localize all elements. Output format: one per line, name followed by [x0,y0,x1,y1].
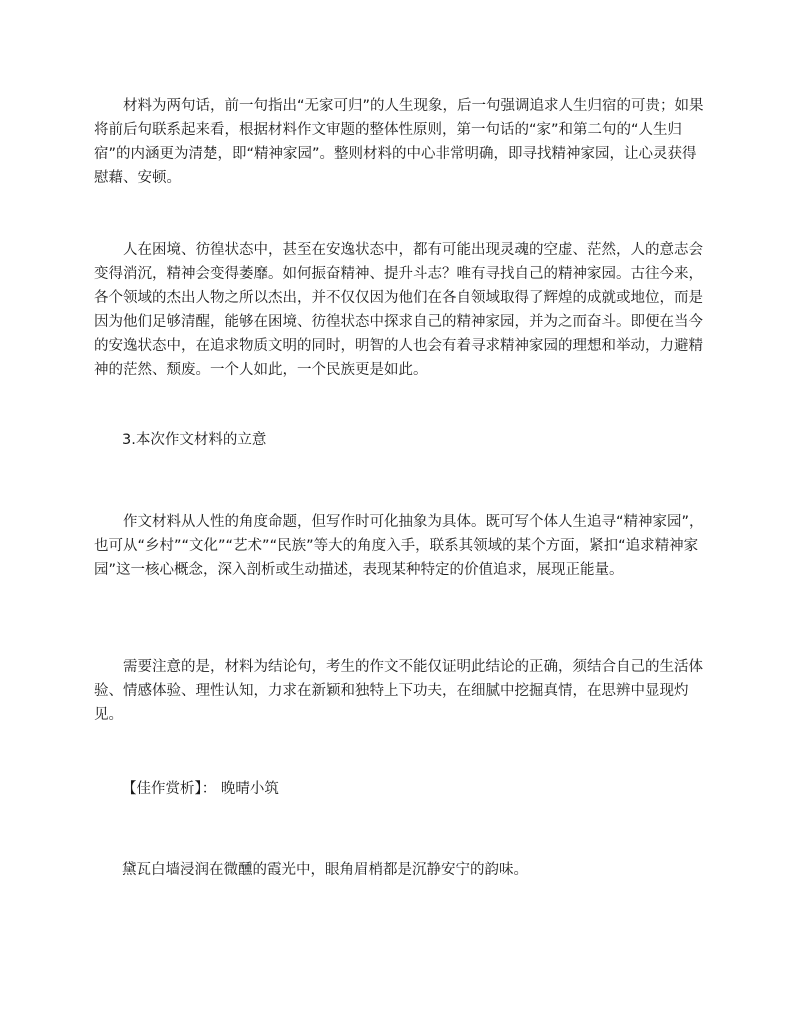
paragraph-notes: 需要注意的是，材料为结论句，考生的作文不能仅证明此结论的正确，须结合自己的生活体验、情感体验、理性认知，力求在新颖和独特上下功夫，在细腻中挖掘真情，在思辨中显现灼见。 [94,659,703,723]
paragraph-material-analysis: 材料为两句话，前一句指出“无家可归”的人生现象，后一句强调追求人生归宿的可贵；如果将前后句联系起来看，根据材料作文审题的整体性原则，第一句话的“家”和第二句的“人生归宿”的内涵更为清楚，即“精神家园”。整则材料的中心非常明确，即寻找精神家园，让心灵获得慰藉、安顿。 [94,98,704,186]
paragraph-spiritual-home: 人在困境、彷徨状态中，甚至在安逸状态中，都有可能出现灵魂的空虚、茫然，人的意志会变得消沉，精神会变得萎靡。如何振奋精神、提升斗志？唯有寻找自己的精神家园。古往今来，各个领域的杰出人物之所以杰出，并不仅仅因为他们在各自领域取得了辉煌的成就或地位，而是因为他们足够清醒，能够在困境、彷徨状态中探求自己的精神家园，并为之而奋斗。即便在当今的安逸状态中，在追求物质文明的同时，明智的人也会有着寻求精神家园的理想和举动，力避精神的茫然、颓废。一个人如此，一个民族更是如此。 [94,242,703,378]
section-heading-theme: 3.本次作文材料的立意 [122,432,267,448]
paragraph-essay-opening: 黛瓦白墙浸润在微醺的霞光中，眼角眉梢都是沉静安宁的韵味。 [122,862,528,878]
section-heading-sample-essay: 【佳作赏析】： 晚晴小筑 [122,781,279,797]
paragraph-writing-approach: 作文材料从人性的角度命题，但写作时可化抽象为具体。既可写个体人生追寻“精神家园”，也可从“乡村”“文化”“艺术”“民族”等大的角度入手，联系其领域的某个方面，紧扣“追求精神家园”这一核心概念，深入剖析或生动描述，表现某种特定的价值追求，展现正能量。 [94,514,704,578]
